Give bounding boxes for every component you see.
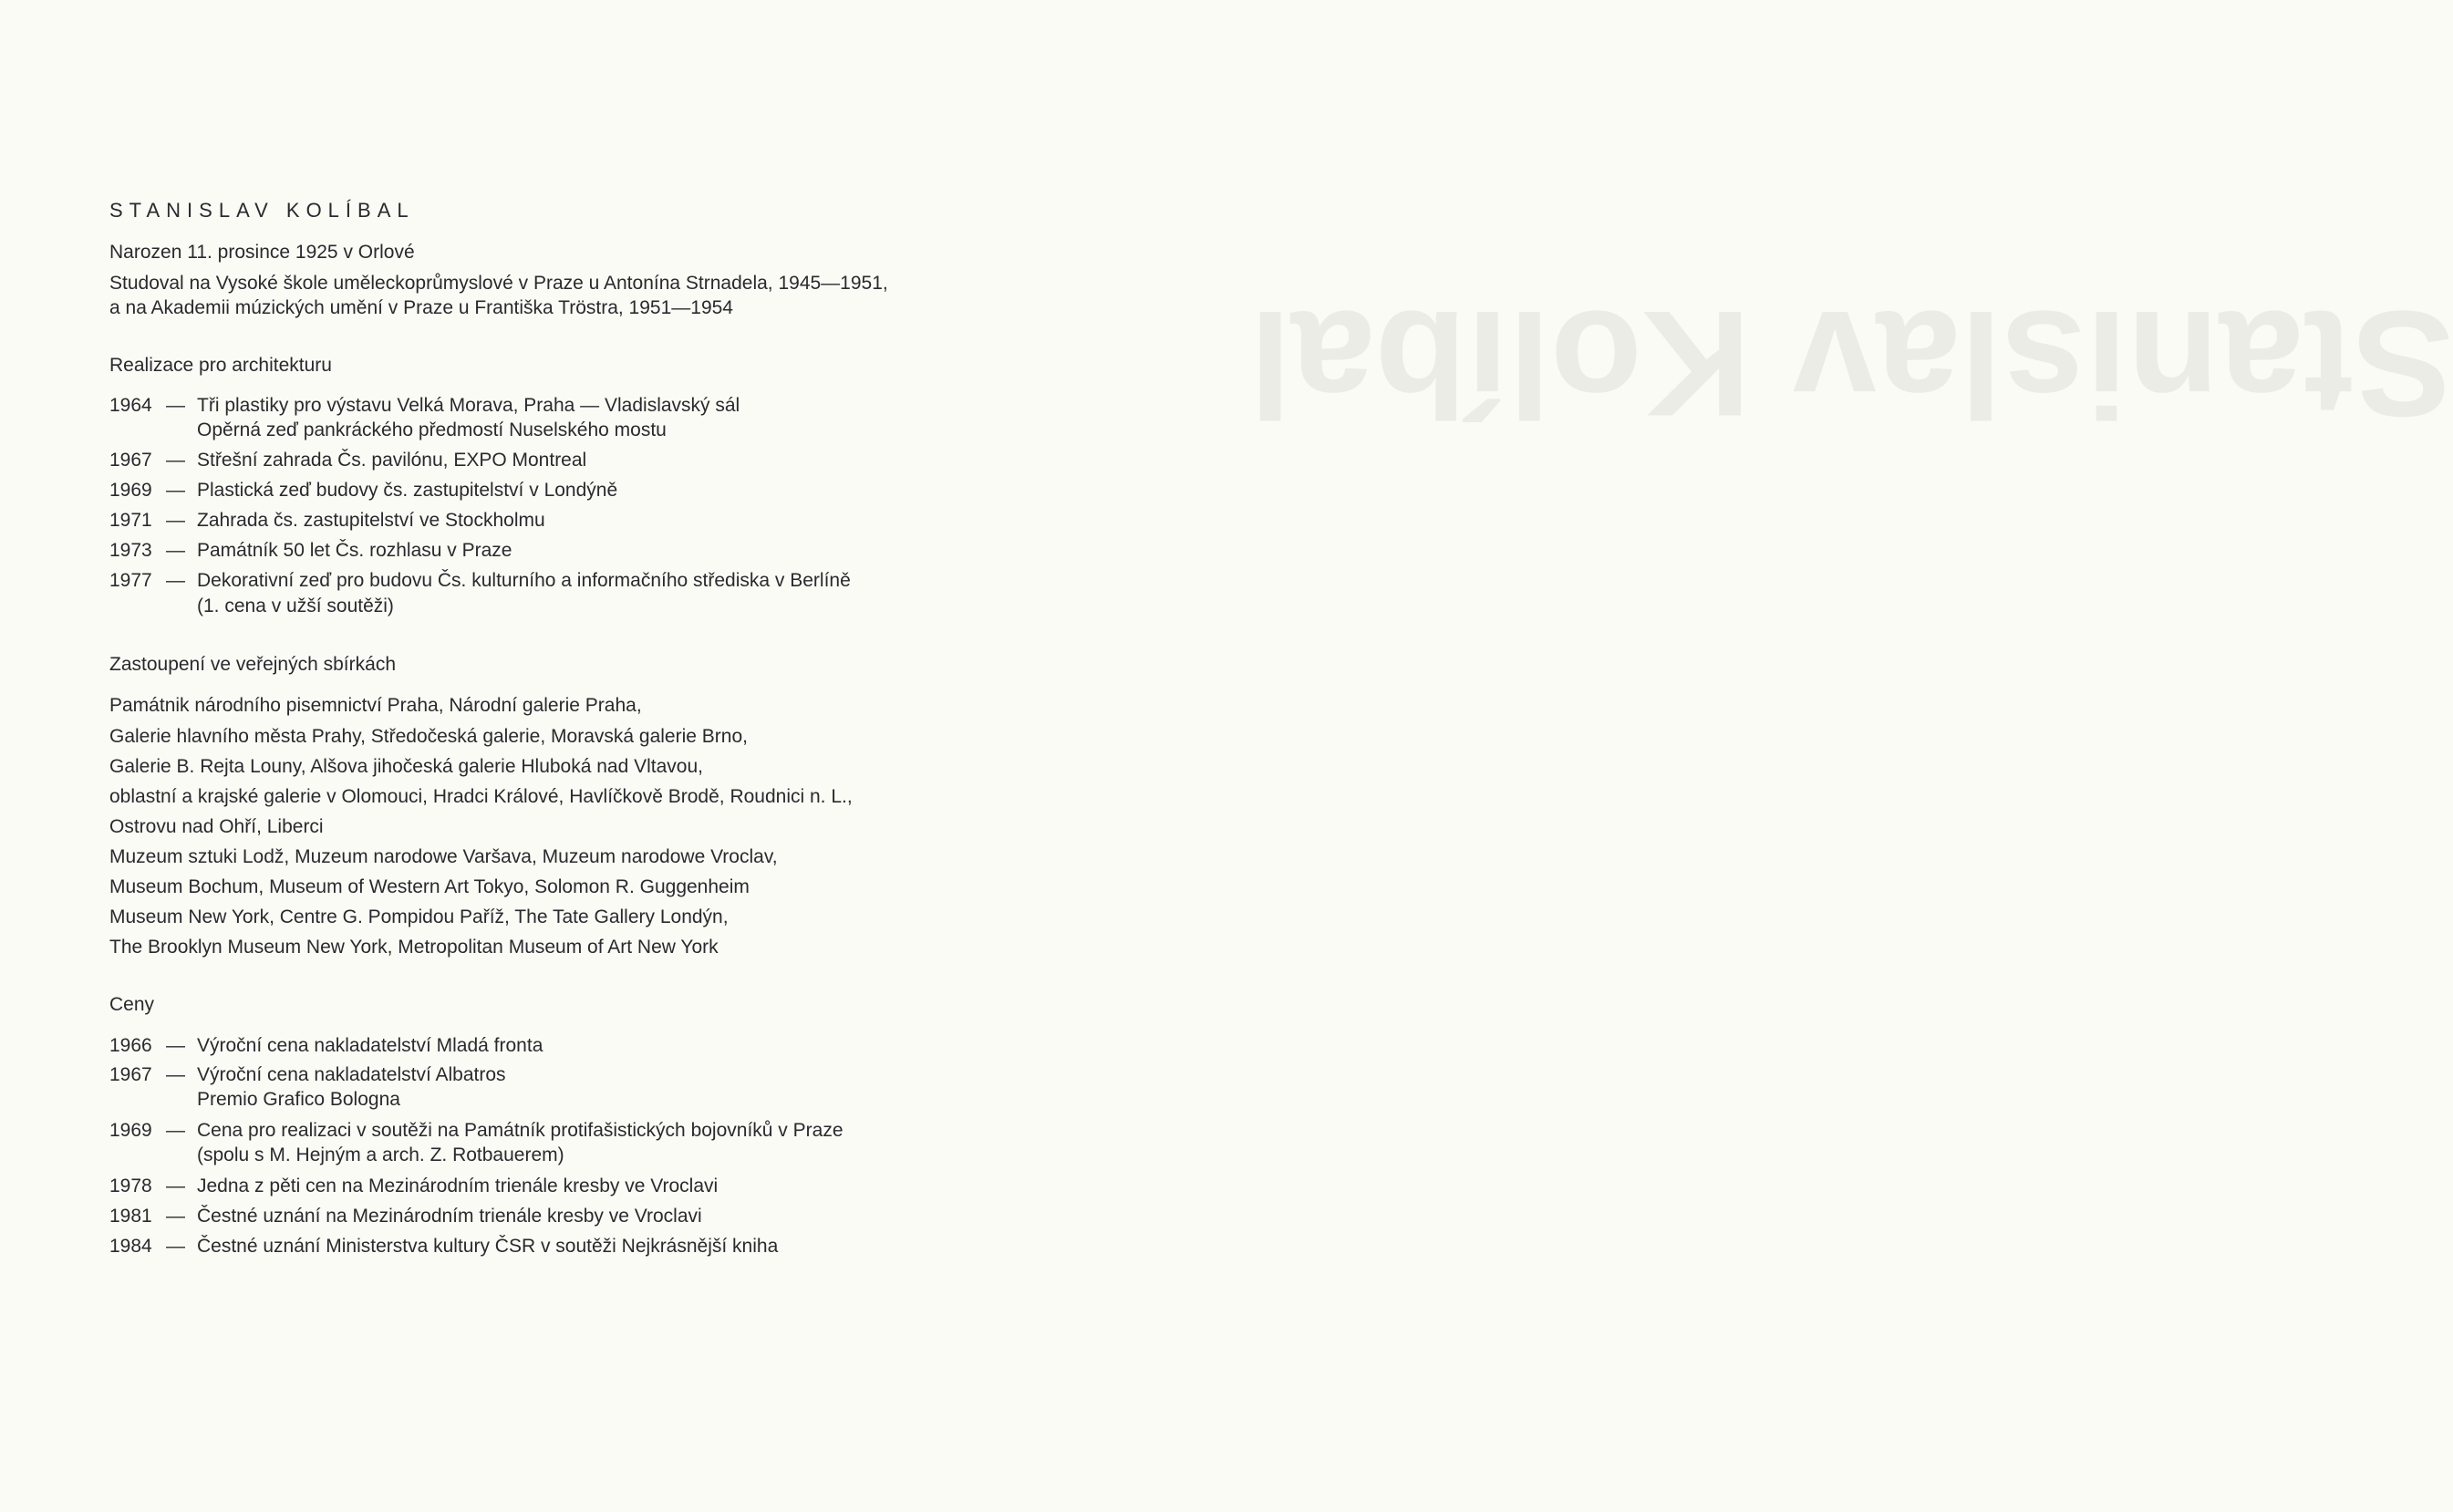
item-text: (1. cena v užší soutěži) [197, 595, 394, 616]
item-text: (spolu s M. Hejným a arch. Z. Rotbauerem) [197, 1144, 564, 1165]
item-dash: — [166, 450, 185, 471]
collection-line: The Brooklyn Museum New York, Metropolitan Museum of Art New York [109, 937, 719, 958]
item-text: Opěrná zeď pankráckého předmostí Nuselského mostu [197, 419, 667, 440]
item-year: 1966 [109, 1035, 152, 1056]
collection-line: Muzeum sztuki Lodž, Muzeum narodowe Varšava, Muzeum narodowe Vroclav, [109, 846, 778, 867]
bio-line: Narozen 11. prosince 1925 v Orlové [109, 242, 415, 263]
item-year: 1984 [109, 1236, 152, 1257]
item-dash: — [166, 1035, 185, 1056]
collection-line: Památnik národního pisemnictví Praha, Národní galerie Praha, [109, 695, 642, 716]
item-dash: — [166, 1120, 185, 1141]
item-text: Premio Grafico Bologna [197, 1089, 400, 1110]
item-year: 1973 [109, 540, 152, 561]
item-year: 1967 [109, 450, 152, 471]
item-year: 1964 [109, 395, 152, 416]
collection-line: Galerie hlavního města Prahy, Středočeská galerie, Moravská galerie Brno, [109, 726, 748, 747]
item-dash: — [166, 1064, 185, 1085]
collection-line: Museum New York, Centre G. Pompidou Paříž, The Tate Gallery Londýn, [109, 906, 729, 927]
collections-heading: Zastoupení ve veřejných sbírkách [109, 654, 396, 675]
collection-line: Galerie B. Rejta Louny, Alšova jihočeská galerie Hluboká nad Vltavou, [109, 756, 703, 777]
item-text: Střešní zahrada Čs. pavilónu, EXPO Montreal [197, 450, 587, 471]
item-dash: — [166, 570, 185, 591]
item-year: 1977 [109, 570, 152, 591]
item-dash: — [166, 540, 185, 561]
awards-heading: Ceny [109, 994, 155, 1015]
architecture-heading: Realizace pro architekturu [109, 355, 332, 376]
item-text: Čestné uznání na Mezinárodním trienále kresby ve Vroclavi [197, 1206, 702, 1227]
item-dash: — [166, 1236, 185, 1257]
item-text: Výroční cena nakladatelství Albatros [197, 1064, 506, 1085]
item-dash: — [166, 1175, 185, 1196]
bio-line: Studoval na Vysoké škole uměleckoprůmyslové v Praze u Antonína Strnadela, 1945—1951, [109, 273, 888, 294]
collection-line: Ostrovu nad Ohří, Liberci [109, 816, 324, 837]
item-text: Památník 50 let Čs. rozhlasu v Praze [197, 540, 512, 561]
item-dash: — [166, 1206, 185, 1227]
item-year: 1978 [109, 1175, 152, 1196]
item-text: Výroční cena nakladatelství Mladá fronta [197, 1035, 543, 1056]
item-year: 1981 [109, 1206, 152, 1227]
bio-line: a na Akademii múzických umění v Praze u Františka Tröstra, 1951—1954 [109, 297, 733, 318]
collection-line: Museum Bochum, Museum of Western Art Tokyo, Solomon R. Guggenheim [109, 876, 750, 897]
item-text: Dekorativní zeď pro budovu Čs. kulturního a informačního střediska v Berlíně [197, 570, 851, 591]
collection-line: oblastní a krajské galerie v Olomouci, Hradci Králové, Havlíčkově Brodě, Roudnici n. L., [109, 786, 853, 807]
item-text: Plastická zeď budovy čs. zastupitelství v Londýně [197, 480, 618, 501]
item-year: 1969 [109, 1120, 152, 1141]
show-through-text: Stanislav Kolíbal [1249, 280, 2453, 448]
item-text: Zahrada čs. zastupitelství ve Stockholmu [197, 510, 545, 531]
item-dash: — [166, 480, 185, 501]
item-text: Cena pro realizaci v soutěži na Památník protifašistických bojovníků v Praze [197, 1120, 844, 1141]
item-text: Čestné uznání Ministerstva kultury ČSR v soutěži Nejkrásnější kniha [197, 1236, 779, 1257]
item-dash: — [166, 510, 185, 531]
item-year: 1971 [109, 510, 152, 531]
item-year: 1967 [109, 1064, 152, 1085]
item-dash: — [166, 395, 185, 416]
item-text: Tři plastiky pro výstavu Velká Morava, Praha — Vladislavský sál [197, 395, 740, 416]
artist-name: STANISLAV KOLÍBAL [109, 199, 415, 222]
item-year: 1969 [109, 480, 152, 501]
item-text: Jedna z pěti cen na Mezinárodním trienále kresby ve Vroclavi [197, 1175, 719, 1196]
